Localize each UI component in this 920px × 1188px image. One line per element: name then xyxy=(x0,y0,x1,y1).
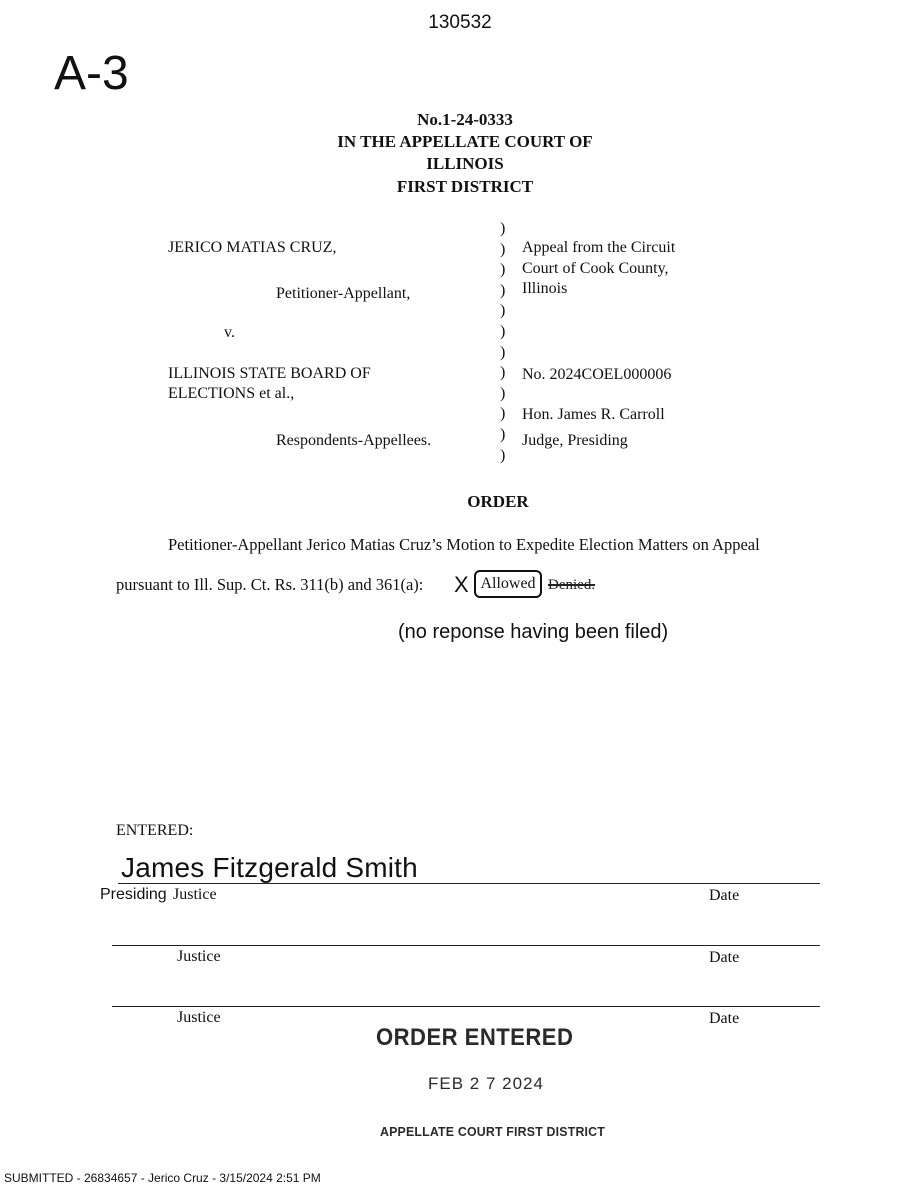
justice-label: Justice xyxy=(177,1009,221,1026)
justice-label: Justice xyxy=(177,948,221,965)
signature-line-justice xyxy=(112,1006,820,1007)
caption-paren: ) xyxy=(500,302,506,320)
case-number: No.1-24-0333 xyxy=(417,110,513,129)
date-label: Date xyxy=(709,1010,740,1027)
caption-paren: ) xyxy=(500,343,506,361)
stamp-date: FEB 2 7 2024 xyxy=(428,1074,544,1093)
exhibit-label: A-3 xyxy=(54,47,129,100)
caption-paren: ) xyxy=(500,240,506,258)
caption-paren: ) xyxy=(500,425,506,443)
date-label: Date xyxy=(709,887,740,904)
stamp-court: APPELLATE COURT FIRST DISTRICT xyxy=(380,1124,606,1139)
appellee-role: Respondents-Appellees. xyxy=(276,432,432,449)
caption-paren: ) xyxy=(500,322,506,340)
court-name-line-1: IN THE APPELLATE COURT OF xyxy=(337,132,593,151)
judge-name: Hon. James R. Carroll xyxy=(522,406,665,423)
order-body-line-1: Petitioner-Appellant Jerico Matias Cruz’s Motion to Expedite Election Matters on Appeal xyxy=(168,535,760,554)
date-label: Date xyxy=(709,949,740,966)
x-check-mark: X xyxy=(454,572,469,597)
page-number: 130532 xyxy=(428,12,492,33)
caption-paren: ) xyxy=(500,281,506,299)
caption-paren: ) xyxy=(500,405,506,423)
trial-case-number: No. 2024COEL000006 xyxy=(522,366,672,383)
denied-option-struck: Denied. xyxy=(548,577,596,593)
presiding-justice-label: Justice xyxy=(173,886,217,903)
caption-paren: ) xyxy=(500,261,506,279)
presiding-label: Presiding xyxy=(100,886,167,903)
appellant-name: JERICO MATIAS CRUZ, xyxy=(168,239,337,256)
signature-line-justice xyxy=(112,945,820,946)
order-entered-stamp: ORDER ENTERED xyxy=(376,1024,574,1051)
versus-label: v. xyxy=(224,324,235,341)
court-name-line-2: ILLINOIS xyxy=(426,154,504,173)
presiding-justice-signature: James Fitzgerald Smith xyxy=(121,852,418,883)
order-title: ORDER xyxy=(467,492,529,511)
submission-footer: SUBMITTED - 26834657 - Jerico Cruz - 3/15/2024 2:51 PM xyxy=(4,1171,321,1185)
caption-paren: ) xyxy=(500,364,506,382)
appellant-role: Petitioner-Appellant, xyxy=(276,285,411,302)
appeal-from: Appeal from the Circuit Court of Cook County, Illinois xyxy=(522,239,676,297)
caption-paren: ) xyxy=(500,220,506,237)
caption-divider xyxy=(500,219,505,466)
appellee-name: ILLINOIS STATE BOARD OF ELECTIONS et al., xyxy=(168,365,371,402)
allowed-option-circled: Allowed xyxy=(474,570,542,598)
handwritten-note: (no reponse having been filed) xyxy=(398,621,669,643)
caption-paren: ) xyxy=(500,446,506,464)
order-body-line-2: pursuant to Ill. Sup. Ct. Rs. 311(b) and 361(a): xyxy=(116,575,424,594)
judge-title: Judge, Presiding xyxy=(522,432,628,449)
entered-label: ENTERED: xyxy=(116,822,194,839)
court-district: FIRST DISTRICT xyxy=(396,177,534,196)
caption-paren: ) xyxy=(500,384,506,402)
